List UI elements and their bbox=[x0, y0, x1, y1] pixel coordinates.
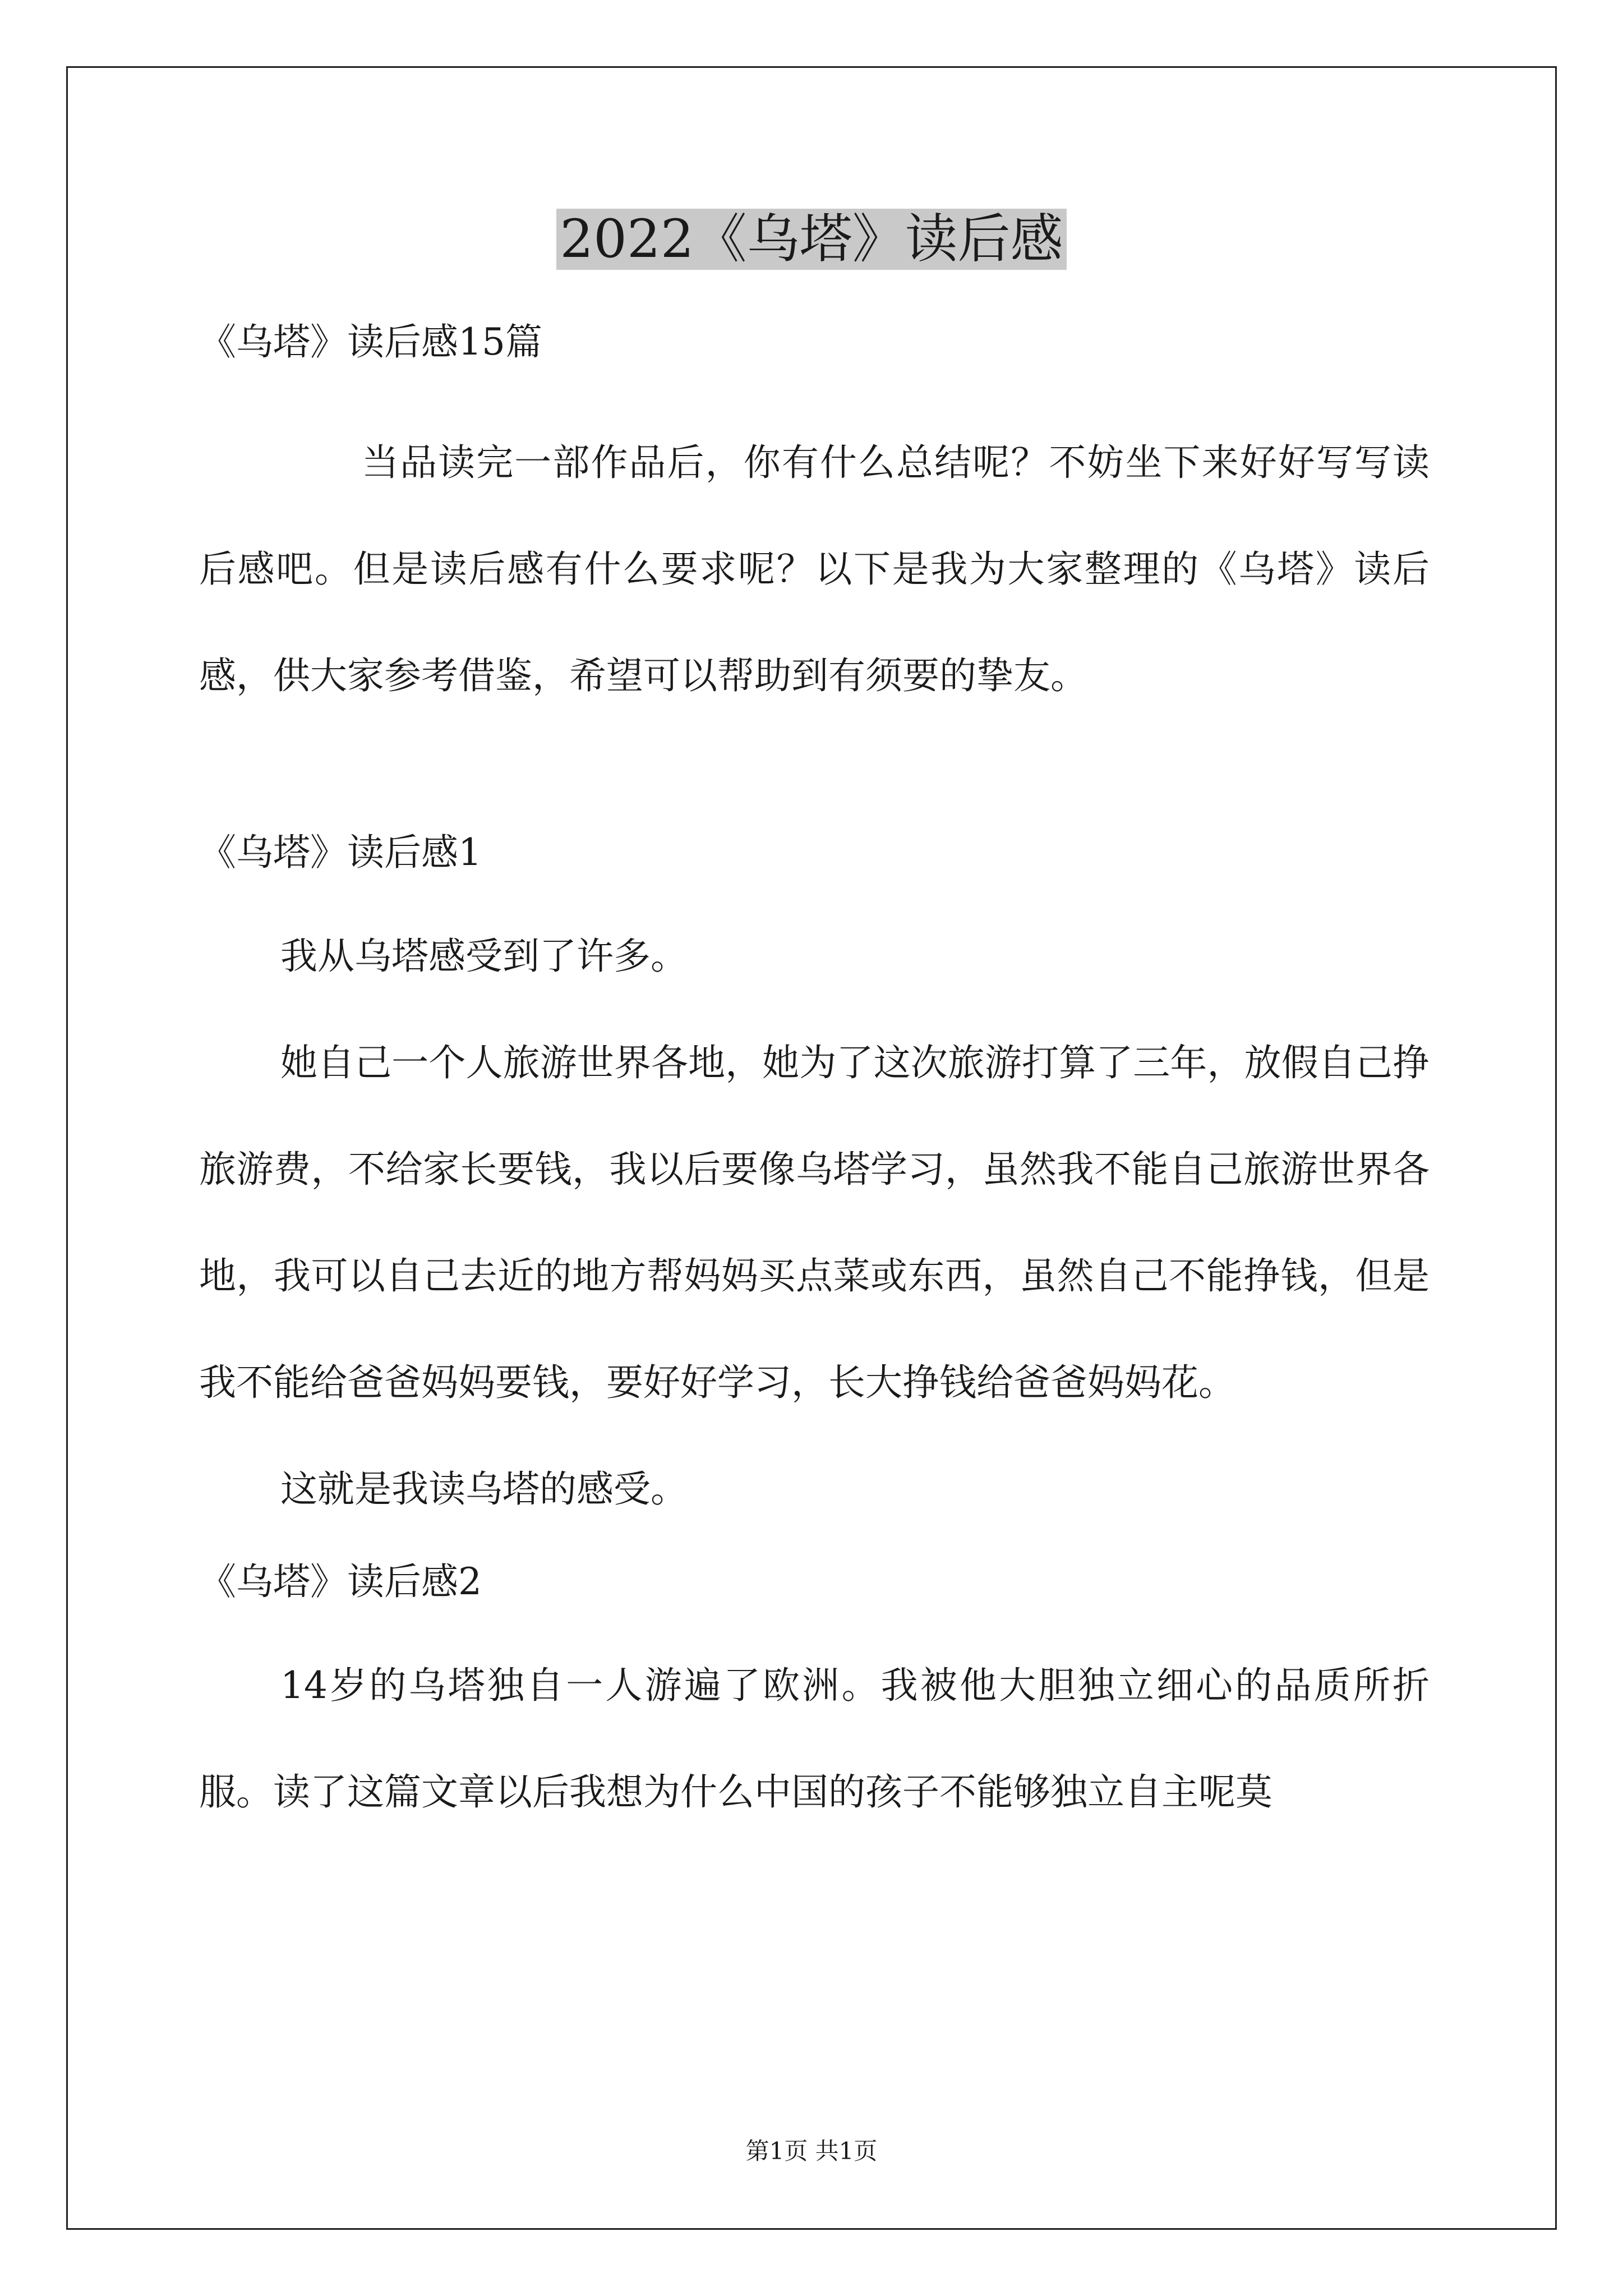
document-title-text: 2022《乌塔》读后感 bbox=[556, 209, 1066, 270]
section-2-heading: 《乌塔》读后感2 bbox=[199, 1560, 482, 1603]
document-body bbox=[199, 314, 1430, 1846]
section-2-paragraph-1: 14岁的乌塔独自一人游遍了欧洲。我被他大胆独立细心的品质所折服。读了这篇文章以后我想为什么中国的孩子不能够独立自主呢莫 bbox=[199, 1664, 1430, 1814]
section-1-paragraph-2: 她自己一个人旅游世界各地，她为了这次旅游打算了三年，放假自己挣旅游费，不给家长要钱，我以后要像乌塔学习，虽然我不能自己旅游世界各地，我可以自己去近的地方帮妈妈买点菜或东西，虽然自己不能挣钱，但是我不能给爸爸妈妈要钱，要好好学习，长大挣钱给爸爸妈妈花。 bbox=[199, 1041, 1430, 1404]
section-1-paragraph-1: 我从乌塔感受到了许多。 bbox=[280, 935, 688, 978]
document-title bbox=[0, 203, 1623, 276]
subtitle: 《乌塔》读后感15篇 bbox=[199, 320, 542, 364]
intro-paragraph: 当品读完一部作品后，你有什么总结呢？不妨坐下来好好写写读后感吧。但是读后感有什么要求呢？以下是我为大家整理的《乌塔》读后感，供大家参考借鉴，希望可以帮助到有须要的挚友。 bbox=[199, 441, 1430, 697]
page-footer: 第1页 共1页 bbox=[745, 2137, 878, 2165]
section-1-paragraph-3: 这就是我读乌塔的感受。 bbox=[280, 1467, 688, 1511]
section-1-heading: 《乌塔》读后感1 bbox=[199, 831, 482, 874]
